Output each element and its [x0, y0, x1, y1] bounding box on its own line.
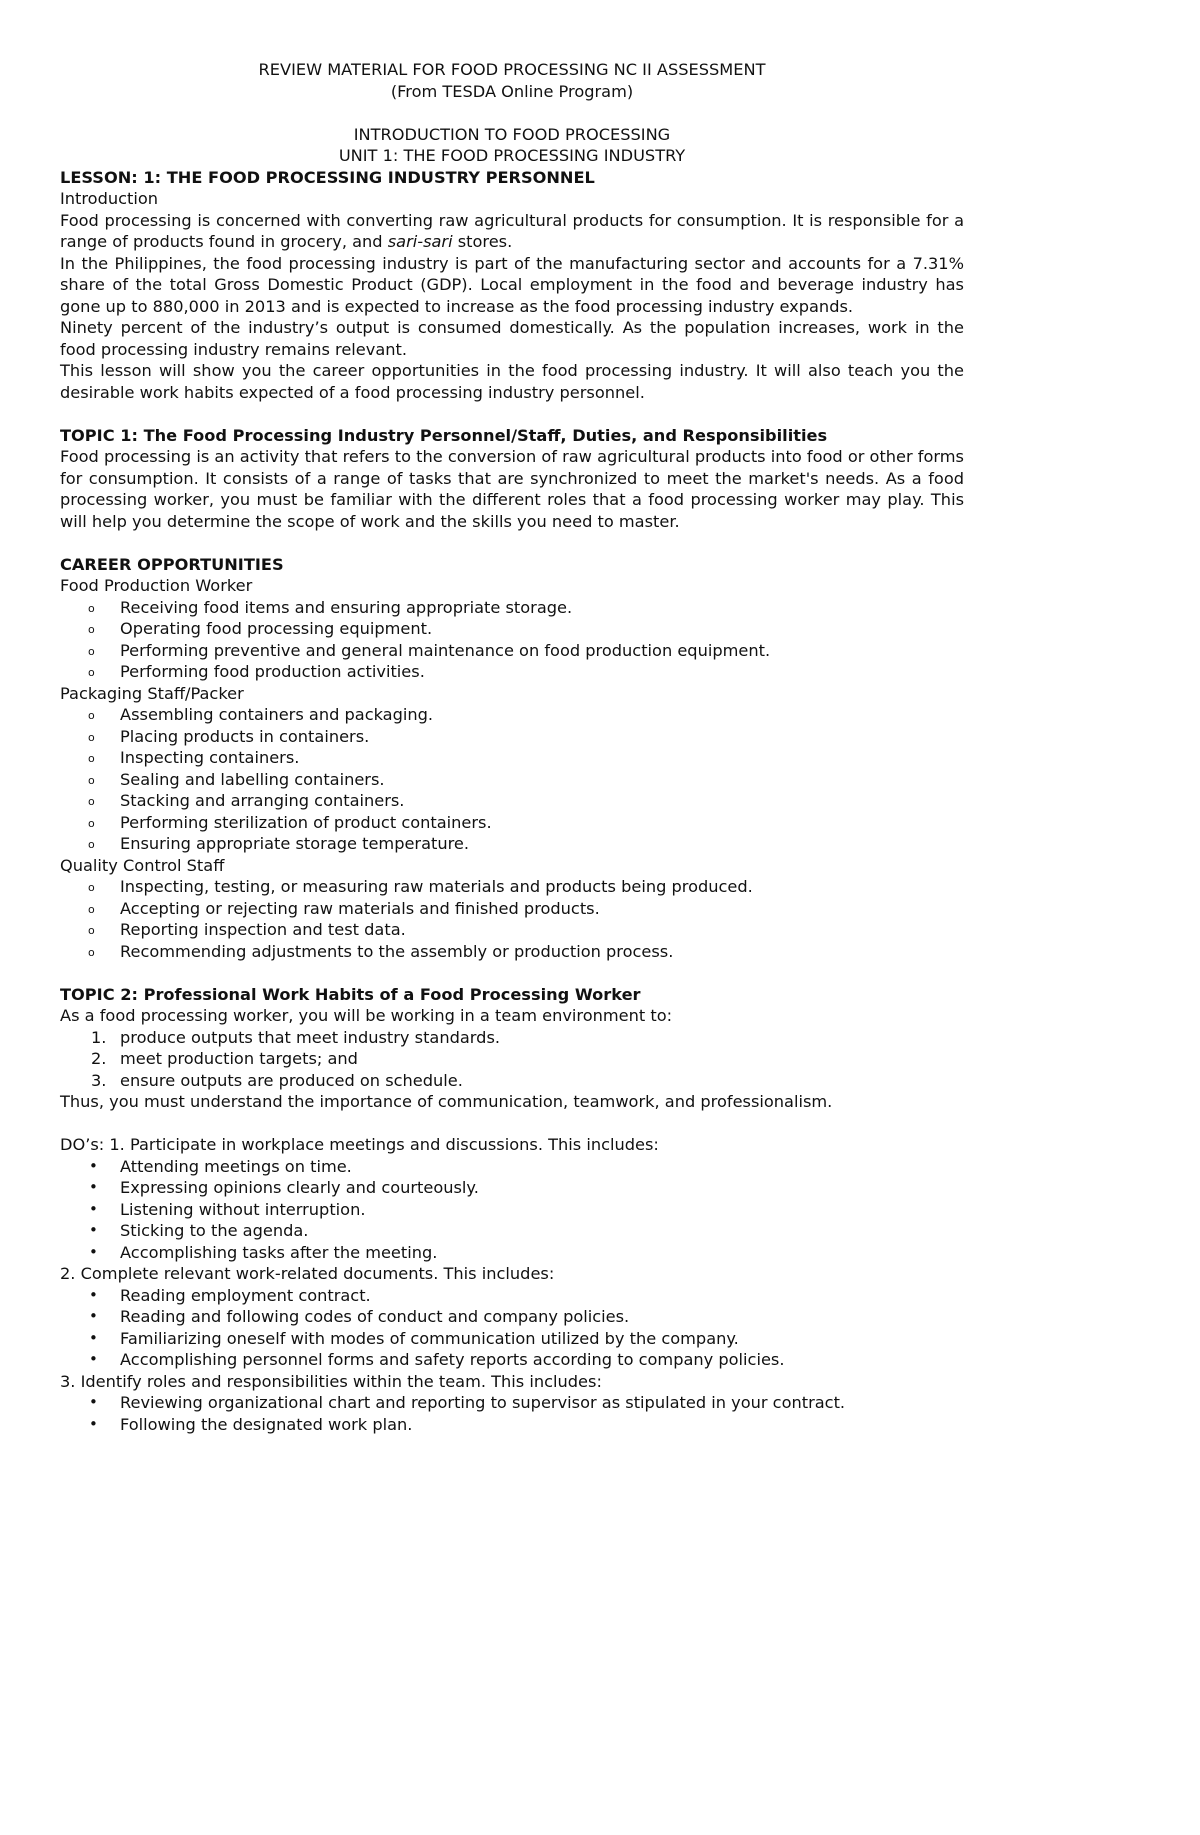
career-opportunities-title: CAREER OPPORTUNITIES [60, 554, 284, 574]
lesson-paragraph-3: Ninety percent of the industry’s output is consumed domestically. As the population increases, work in the food processing industry remains relevant. [60, 318, 964, 359]
list-item [60, 898, 964, 920]
list-number: 2. [91, 1049, 107, 1068]
list-item-text: Receiving food items and ensuring appropriate storage. [120, 597, 573, 617]
list-item-text: Reporting inspection and test data. [120, 920, 406, 939]
bullet-icon: • [89, 1414, 98, 1433]
list-item-text: Operating food processing equipment. [120, 619, 433, 638]
career-duty-list [60, 597, 964, 683]
list-item [60, 640, 964, 662]
bullet-icon: • [89, 1221, 98, 1239]
list-item [60, 1027, 964, 1049]
bullet-icon: • [89, 1285, 98, 1304]
list-item-text: Assembling containers and packaging. [120, 705, 434, 724]
list-item-text: Reading employment contract. [120, 1285, 371, 1305]
topic1-title: TOPIC 1: The Food Processing Industry Personnel/Staff, Duties, and Responsibilities [60, 425, 828, 445]
list-item-text: Reviewing organizational chart and reporting to supervisor as stipulated in your contract. [120, 1393, 846, 1412]
introduction-label: Introduction [60, 189, 159, 208]
list-item-text: Sealing and labelling containers. [120, 769, 385, 789]
circle-bullet-icon: o [88, 666, 95, 679]
spacer [60, 532, 964, 554]
list-item [60, 919, 964, 941]
list-item [60, 1349, 964, 1371]
bullet-icon: • [89, 1328, 98, 1347]
list-item [60, 1070, 964, 1092]
topic2-numbered-list [60, 1027, 964, 1092]
list-item-text: Performing preventive and general maintenance on food production equipment. [120, 640, 771, 660]
list-item-text: Following the designated work plan. [120, 1414, 413, 1434]
list-item-text: Inspecting containers. [120, 748, 300, 767]
list-item [60, 1414, 964, 1436]
circle-bullet-icon: o [88, 924, 95, 937]
list-item-text: ensure outputs are produced on schedule. [120, 1070, 463, 1090]
spacer [60, 1113, 964, 1135]
circle-bullet-icon: o [88, 623, 95, 636]
circle-bullet-icon: o [88, 795, 95, 808]
list-item-text: Accomplishing tasks after the meeting. [120, 1242, 438, 1262]
list-item [60, 1048, 964, 1070]
career-duty-list [60, 704, 964, 855]
list-item-text: Listening without interruption. [120, 1199, 366, 1219]
list-item-text: Ensuring appropriate storage temperature. [120, 834, 470, 853]
list-item [60, 661, 964, 683]
list-item-text: Attending meetings on time. [120, 1156, 352, 1176]
list-item-text: Familiarizing oneself with modes of communication utilized by the company. [120, 1328, 739, 1348]
list-item-text: Stacking and arranging containers. [120, 791, 405, 810]
lesson-paragraph-1-b: stores. [452, 232, 513, 251]
career-group-label: Quality Control Staff [60, 855, 225, 875]
list-item-text: Accepting or rejecting raw materials and finished products. [120, 898, 600, 918]
circle-bullet-icon: o [88, 752, 95, 765]
list-item [60, 1285, 964, 1307]
bullet-icon: • [89, 1242, 98, 1261]
list-item [60, 1199, 964, 1221]
list-item [60, 1156, 964, 1178]
spacer [60, 403, 964, 425]
circle-bullet-icon: o [88, 945, 95, 959]
dos-heading: 3. Identify roles and responsibilities within the team. This includes: [60, 1371, 602, 1391]
list-item-text: Sticking to the agenda. [120, 1221, 309, 1240]
topic1-paragraph: Food processing is an activity that refers to the conversion of raw agricultural products into food or other forms for consumption. It consists of a range of tasks that are synchronized to meet the market's needs. As a food processing worker, you must be familiar with the different roles that a food processing worker may play. This will help you determine the scope of work and the skills you need to master. [60, 447, 964, 531]
list-item [60, 726, 964, 748]
list-item [60, 1242, 964, 1264]
circle-bullet-icon: o [88, 773, 95, 787]
list-item-text: produce outputs that meet industry standards. [120, 1027, 501, 1047]
list-item [60, 1220, 964, 1242]
lesson-paragraph-1-a: Food processing is concerned with converting raw agricultural products for consumption. It is responsible for a range of products found in grocery, and [60, 210, 964, 251]
spacer [60, 962, 964, 984]
document-title: REVIEW MATERIAL FOR FOOD PROCESSING NC II ASSESSMENT [258, 60, 766, 79]
dos-heading: DO’s: 1. Participate in workplace meetings and discussions. This includes: [60, 1135, 659, 1154]
circle-bullet-icon: o [88, 838, 95, 851]
intro-title: INTRODUCTION TO FOOD PROCESSING [353, 124, 671, 144]
spacer [60, 102, 964, 124]
list-item [60, 812, 964, 834]
list-item [60, 597, 964, 619]
circle-bullet-icon: o [88, 902, 95, 916]
list-item [60, 1306, 964, 1328]
list-item [60, 1328, 964, 1350]
list-item-text: Recommending adjustments to the assembly or production process. [120, 941, 674, 961]
bullet-icon: • [89, 1307, 98, 1325]
list-item [60, 704, 964, 726]
document-subtitle: (From TESDA Online Program) [390, 81, 634, 101]
dos-bullet-list [60, 1285, 964, 1371]
dos-heading: 2. Complete relevant work-related documents. This includes: [60, 1264, 555, 1283]
list-number: 1. [91, 1027, 107, 1047]
list-item [60, 833, 964, 855]
list-item [60, 769, 964, 791]
list-item [60, 941, 964, 963]
list-number: 3. [91, 1070, 107, 1090]
list-item [60, 1177, 964, 1199]
list-item-text: meet production targets; and [120, 1049, 358, 1068]
list-item-text: Placing products in containers. [120, 726, 370, 746]
career-group-label: Packaging Staff/Packer [60, 683, 244, 703]
circle-bullet-icon: o [88, 881, 95, 894]
dos-bullet-list [60, 1392, 964, 1435]
list-item [60, 747, 964, 769]
list-item-text: Accomplishing personnel forms and safety reports according to company policies. [120, 1350, 785, 1369]
circle-bullet-icon: o [88, 644, 95, 658]
list-item [60, 876, 964, 898]
career-group-label: Food Production Worker [60, 576, 253, 595]
list-item [60, 1392, 964, 1414]
lesson-paragraph-1-em: sari-sari [387, 232, 453, 251]
circle-bullet-icon: o [88, 816, 95, 830]
dos-sections [60, 1134, 964, 1435]
lesson-paragraph-4: This lesson will show you the career opportunities in the food processing industry. It will also teach you the desirable work habits expected of a food processing industry personnel. [60, 361, 964, 402]
list-item [60, 618, 964, 640]
list-item-text: Expressing opinions clearly and courteously. [120, 1178, 479, 1197]
lesson-paragraph-1 [60, 210, 964, 253]
circle-bullet-icon: o [88, 601, 95, 615]
circle-bullet-icon: o [88, 730, 95, 744]
topic2-conclusion: Thus, you must understand the importance of communication, teamwork, and professionalism. [60, 1092, 833, 1111]
career-duty-list [60, 876, 964, 962]
lesson-paragraph-2: In the Philippines, the food processing industry is part of the manufacturing sector and accounts for a 7.31% share of the total Gross Domestic Product (GDP). Local employment in the food and beverage industry has gone up to 880,000 in 2013 and is expected to increase as the food processing industry expands. [60, 253, 964, 316]
bullet-icon: • [89, 1156, 98, 1175]
list-item-text: Performing food production activities. [120, 662, 425, 681]
bullet-icon: • [89, 1350, 98, 1368]
bullet-icon: • [89, 1178, 98, 1196]
lesson-title: LESSON: 1: THE FOOD PROCESSING INDUSTRY PERSONNEL [60, 167, 595, 187]
bullet-icon: • [89, 1393, 98, 1411]
bullet-icon: • [89, 1199, 98, 1218]
list-item-text: Inspecting, testing, or measuring raw materials and products being produced. [120, 877, 753, 896]
list-item-text: Performing sterilization of product containers. [120, 812, 492, 832]
list-item-text: Reading and following codes of conduct and company policies. [120, 1307, 630, 1326]
unit-title: UNIT 1: THE FOOD PROCESSING INDUSTRY [338, 146, 686, 165]
circle-bullet-icon: o [88, 709, 95, 722]
list-item [60, 790, 964, 812]
dos-bullet-list [60, 1156, 964, 1264]
career-groups [60, 575, 964, 962]
topic2-intro: As a food processing worker, you will be working in a team environment to: [60, 1006, 673, 1025]
topic2-title: TOPIC 2: Professional Work Habits of a Food Processing Worker [60, 984, 641, 1004]
